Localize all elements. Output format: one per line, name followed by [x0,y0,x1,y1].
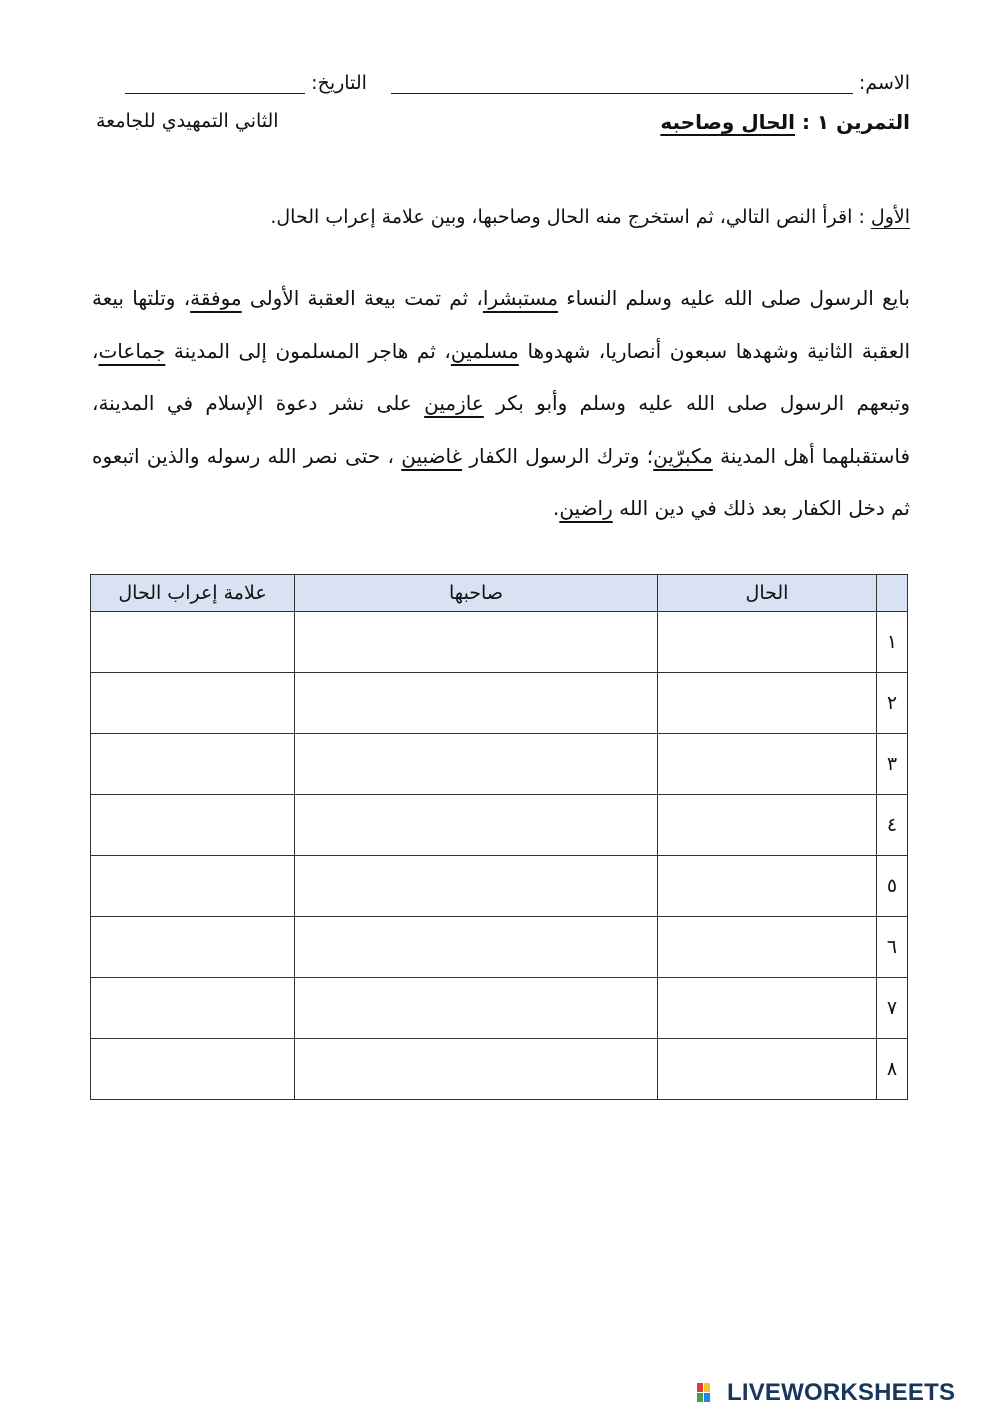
passage-text: ، حتى نصر الله رسوله والذين اتبعوه ثم دخل الكفار بعد ذلك في دين الله [92,443,910,520]
name-label: الاسم: [858,72,910,94]
hal-word: مستبشرا [482,286,558,310]
grade-label: الثاني التمهيدي للجامعة [96,110,279,132]
sahib-answer-cell[interactable] [295,1039,658,1100]
passage-text: على نشر دعوة الإسلام في المدينة، فاستقبلهما أهل المدينة [92,391,911,468]
passage-text: ، ثم تمت بيعة العقبة الأولى [241,286,483,310]
hal-answer-cell[interactable] [658,795,877,856]
row-number: ٢ [877,673,908,734]
row-number: ٥ [877,856,908,917]
alama-answer-cell[interactable] [91,856,295,917]
passage-text: ، وتلتها بيعة العقبة الثانية وشهدها سبعون أنصاريا، شهدوها [92,286,910,363]
name-field[interactable] [391,71,853,94]
hal-answer-cell[interactable] [658,734,877,795]
hal-word: مسلمين [450,338,519,363]
row-number: ٦ [877,917,908,978]
alama-answer-cell[interactable] [91,1039,295,1100]
sahib-answer-cell[interactable] [295,795,658,856]
table-row [91,856,908,917]
row-number: ٤ [877,795,908,856]
answer-table [90,574,908,1100]
passage-text: ، ثم هاجر المسلمون إلى المدينة [165,338,451,363]
exercise-prefix: التمرين ١ : [794,110,910,134]
row-number: ٧ [877,978,908,1039]
table-row [91,978,908,1039]
table-header-row [91,575,908,612]
row-number: ٣ [877,734,908,795]
date-field[interactable] [125,71,305,94]
liveworksheets-logo[interactable] [697,1380,955,1406]
hal-answer-cell[interactable] [658,673,877,734]
title-row [92,110,910,144]
header-number [877,575,908,612]
hal-word: راضين [559,496,613,520]
hal-word: مكبرّين [653,443,713,468]
passage-text: ، وتبعهم الرسول صلى الله عليه وسلم وأبو بكر [92,338,910,415]
alama-answer-cell[interactable] [91,978,295,1039]
hal-answer-cell[interactable] [658,978,877,1039]
hal-word: جماعات [98,338,166,363]
table-row [91,673,908,734]
sahib-answer-cell[interactable] [295,978,658,1039]
logo-blocks-icon [697,1383,723,1403]
hal-answer-cell[interactable] [658,1039,877,1100]
reading-passage [92,272,910,535]
hal-word: عازمين [424,391,484,415]
header-alama: علامة إعراب الحال [91,575,295,612]
logo-block [704,1383,710,1392]
passage-text: بايع الرسول صلى الله عليه وسلم النساء [557,286,910,310]
hal-word: غاضبين [401,443,463,468]
passage-text: . [552,496,560,520]
hal-word: موفقة [190,286,242,310]
table-row [91,612,908,673]
exercise-title [660,110,910,134]
header-sahib: صاحبها [295,575,658,612]
name-date-row [92,58,910,94]
alama-answer-cell[interactable] [91,734,295,795]
passage-text: ؛ وترك الرسول الكفار [462,443,654,468]
row-number: ٨ [877,1039,908,1100]
alama-answer-cell[interactable] [91,795,295,856]
sahib-answer-cell[interactable] [295,734,658,795]
table-row [91,917,908,978]
table-row [91,734,908,795]
table-row [91,795,908,856]
alama-answer-cell[interactable] [91,917,295,978]
sahib-answer-cell[interactable] [295,917,658,978]
logo-block [697,1383,703,1392]
logo-block [697,1393,703,1402]
hal-answer-cell[interactable] [658,612,877,673]
logo-block [704,1393,710,1402]
instruction-label: الأول [870,206,910,228]
table-row [91,1039,908,1100]
header-hal: الحال [658,575,877,612]
alama-answer-cell[interactable] [91,612,295,673]
alama-answer-cell[interactable] [91,673,295,734]
hal-answer-cell[interactable] [658,917,877,978]
instruction [92,206,910,228]
logo-text: LIVEWORKSHEETS [727,1379,956,1406]
exercise-topic: الحال وصاحبه [660,110,795,134]
instruction-text: : اقرأ النص التالي، ثم استخرج منه الحال وصاحبها، وبين علامة إعراب الحال. [270,206,871,228]
hal-answer-cell[interactable] [658,856,877,917]
row-number: ١ [877,612,908,673]
sahib-answer-cell[interactable] [295,673,658,734]
sahib-answer-cell[interactable] [295,856,658,917]
sahib-answer-cell[interactable] [295,612,658,673]
date-label: التاريخ: [311,72,367,94]
